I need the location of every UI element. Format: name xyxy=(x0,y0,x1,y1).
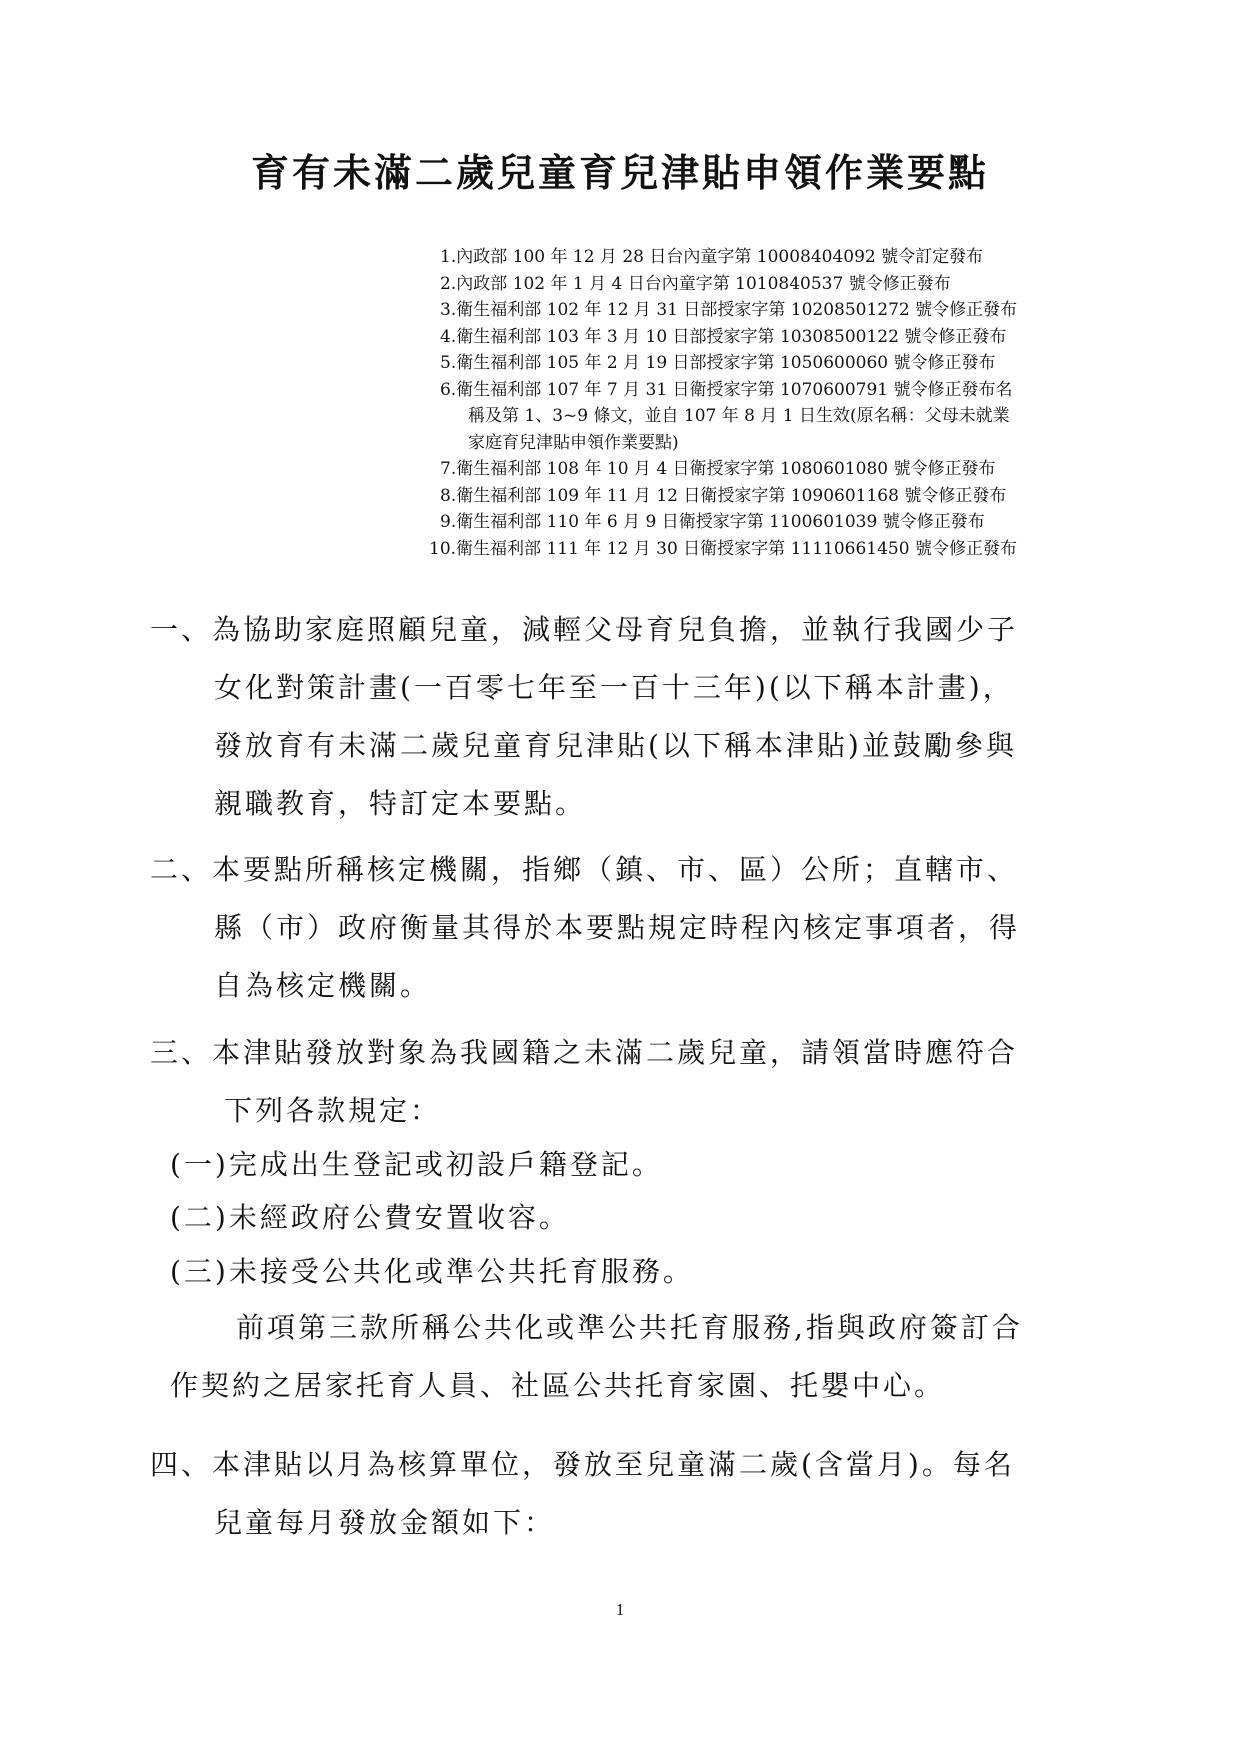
article-3-note-line: 作契約之居家托育人員、社區公共托育家園、托嬰中心。 xyxy=(170,1369,946,1402)
history-item: 1.內政部 100 年 12 月 28 日台內童字第 10008404092 號令訂定發布 xyxy=(440,247,984,267)
article-4-line: 四、本津貼以月為核算單位，發放至兒童滿二歲(含當月)。每名 xyxy=(150,1448,1015,1481)
article-4-line: 兒童每月發放金額如下： xyxy=(214,1506,556,1539)
history-item: 2.內政部 102 年 1 月 4 日台內童字第 1010840537 號令修正發布 xyxy=(440,273,951,294)
page-number: 1 xyxy=(615,1600,625,1619)
article-3-item-3: (三)未接受公共化或準公共托育服務。 xyxy=(170,1255,694,1288)
amendment-history xyxy=(429,244,1100,562)
article-3 xyxy=(150,1024,1090,1140)
article-4 xyxy=(150,1436,1090,1552)
article-3-note xyxy=(170,1299,1090,1415)
article-2-line: 縣（市）政府衡量其得於本要點規定時程內核定事項者，得 xyxy=(214,911,1021,944)
history-item: 3.衛生福利部 102 年 12 月 31 日部授家字第 10208501272 號令修正發布 xyxy=(440,300,1018,320)
article-3-note-line: 前項第三款所稱公共化或準公共托育服務,指與政府簽訂合 xyxy=(236,1311,1023,1344)
article-3-line: 下列各款規定： xyxy=(224,1094,442,1127)
history-item: 5.衛生福利部 105 年 2 月 19 日部授家字第 1050600060 號令修正發布 xyxy=(440,353,996,373)
article-3-line: 三、本津貼發放對象為我國籍之未滿二歲兒童，請領當時應符合 xyxy=(150,1036,1019,1069)
article-2-line: 自為核定機關。 xyxy=(214,969,432,1002)
article-1-line: 女化對策計畫(一百零七年至一百十三年)(以下稱本計畫)， xyxy=(214,671,1014,704)
article-1-line: 親職教育，特訂定本要點。 xyxy=(214,787,587,820)
article-2 xyxy=(150,841,1090,1015)
history-item: 6.衛生福利部 107 年 7 月 31 日衛授家字第 1070600791 號令修正發布名 xyxy=(440,379,1013,400)
document-title: 育有未滿二歲兒童育兒津貼申領作業要點 xyxy=(250,151,989,195)
history-item: 10.衛生福利部 111 年 12 月 30 日衛授家字第 11110661450 號令修正發布 xyxy=(429,538,1017,559)
history-item-continuation: 稱及第 1、3~9 條文，並自 107 年 8 月 1 日生效(原名稱：父母未就業 xyxy=(468,406,1010,426)
article-3-item-2: (二)未經政府公費安置收容。 xyxy=(170,1201,570,1234)
article-1 xyxy=(150,601,1090,833)
article-2-line: 二、本要點所稱核定機關，指鄉（鎮、市、區）公所；直轄市、 xyxy=(150,853,1019,886)
article-1-line: 發放育有未滿二歲兒童育兒津貼(以下稱本津貼)並鼓勵參與 xyxy=(214,729,1017,762)
history-item: 4.衛生福利部 103 年 3 月 10 日部授家字第 10308500122 號令修正發布 xyxy=(440,326,1007,347)
history-item-continuation: 家庭育兒津貼申領作業要點) xyxy=(468,432,679,453)
article-3-item-1: (一)完成出生登記或初設戶籍登記。 xyxy=(170,1148,663,1181)
history-item: 8.衛生福利部 109 年 11 月 12 日衛授家字第 1090601168 號令修正發布 xyxy=(440,485,1007,506)
article-1-line: 一、為協助家庭照顧兒童，減輕父母育兒負擔，並執行我國少子 xyxy=(150,613,1019,646)
history-item: 9.衛生福利部 110 年 6 月 9 日衛授家字第 1100601039 號令修正發布 xyxy=(440,512,985,532)
history-item: 7.衛生福利部 108 年 10 月 4 日衛授家字第 1080601080 號令修正發布 xyxy=(440,459,996,479)
